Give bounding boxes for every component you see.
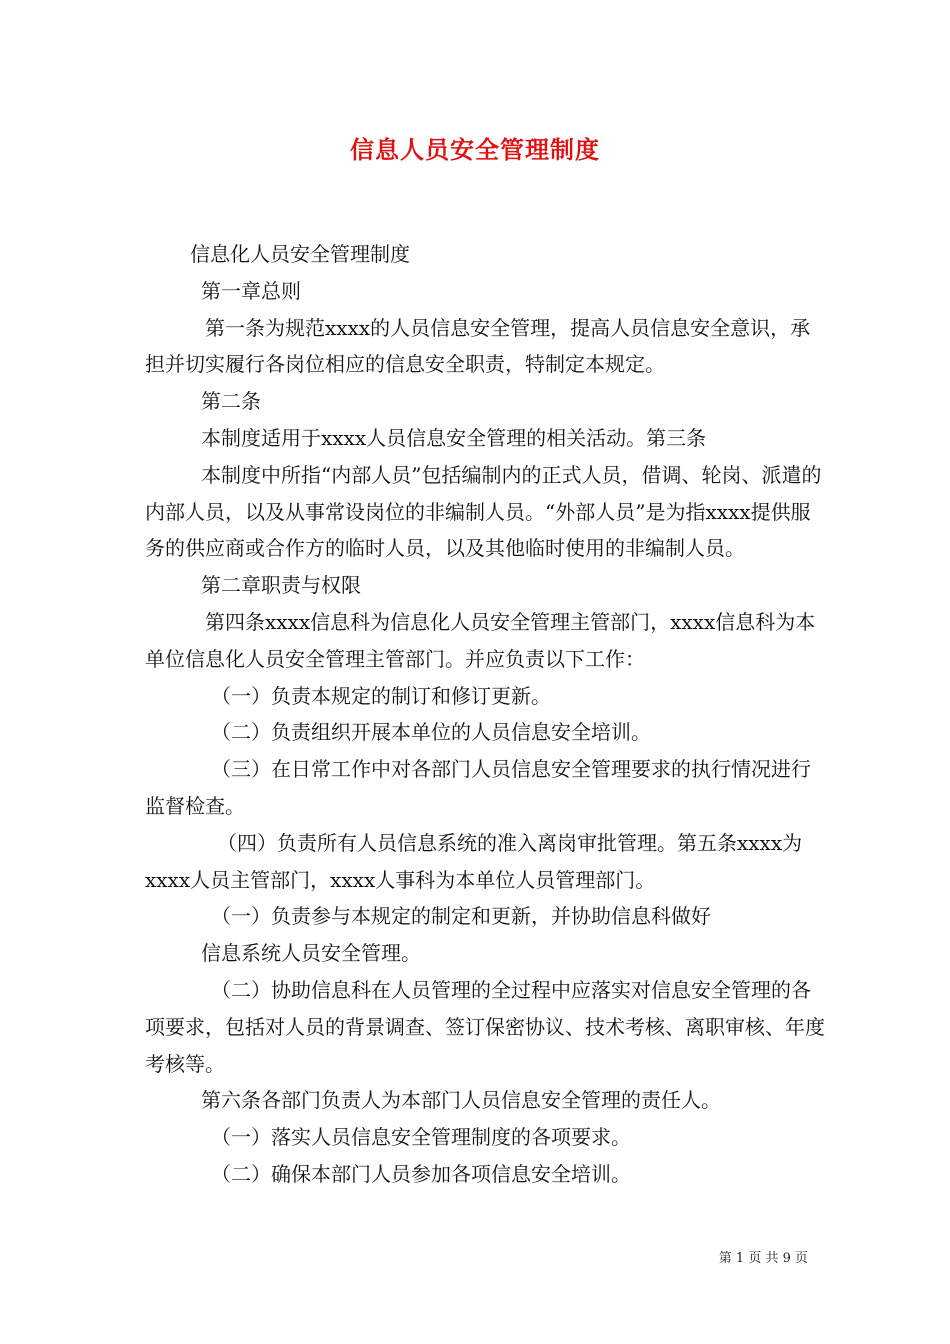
paragraph-article-6-item-1: （一）落实人员信息安全管理制度的各项要求。	[211, 1125, 631, 1150]
paragraph-article-6-item-2: （二）确保本部门人员参加各项信息安全培训。	[211, 1161, 631, 1186]
paragraph-item-3: （三）在日常工作中对各部门人员信息安全管理要求的执行情况进行监督检查。	[145, 757, 811, 818]
paragraph-article-5-item-1-cont: 信息系统人员安全管理。	[201, 941, 421, 966]
paragraph-item-2: （二）负责组织开展本单位的人员信息安全培训。	[211, 720, 651, 745]
paragraph-article-3: 本制度中所指“内部人员”包括编制内的正式人员，借调、轮岗、派遣的内部人员，以及从事常设岗位的非编制人员。“外部人员”是为指xxxx提供服务的供应商或合作方的临时人员，以及其他临时使用的非编制人员。	[145, 462, 822, 561]
paragraph-article-4: 第四条xxxx信息科为信息化人员安全管理主管部门，xxxx信息科为本单位信息化人员安全管理主管部门。并应负责以下工作：	[145, 609, 816, 671]
paragraph-item-4: （四）负责所有人员信息系统的准入离岗审批管理。第五条xxxx为xxxx人员主管部门，xxxx人事科为本单位人员管理部门。	[145, 830, 803, 892]
paragraph-article-5-item-1: （一）负责参与本规定的制定和更新，并协助信息科做好	[211, 904, 711, 929]
paragraph-article-5-item-2: （二）协助信息科在人员管理的全过程中应落实对信息安全管理的各项要求，包括对人员的背景调查、签订保密协议、技术考核、离职审核、年度考核等。	[145, 977, 825, 1076]
paragraph-article-1: 第一条为规范xxxx的人员信息安全管理，提高人员信息安全意识，承担并切实履行各岗位相应的信息安全职责，特制定本规定。	[145, 315, 811, 377]
paragraph-chapter-2: 第二章职责与权限	[201, 573, 361, 598]
paragraph-chapter-1: 第一章总则	[201, 278, 301, 303]
paragraph-article-6: 第六条各部门负责人为本部门人员信息安全管理的责任人。	[201, 1088, 721, 1113]
document-body	[145, 236, 825, 1193]
paragraph-article-2: 本制度适用于xxxx人员信息安全管理的相关活动。第三条	[201, 425, 707, 450]
document-title: 信息人员安全管理制度	[350, 135, 600, 164]
paragraph-subtitle: 信息化人员安全管理制度	[190, 242, 410, 266]
paragraph-item-1: （一）负责本规定的制订和修订更新。	[211, 683, 551, 708]
page-number: 第 1 页 共 9 页	[718, 1251, 808, 1266]
paragraph-article-2-heading: 第二条	[201, 389, 261, 414]
